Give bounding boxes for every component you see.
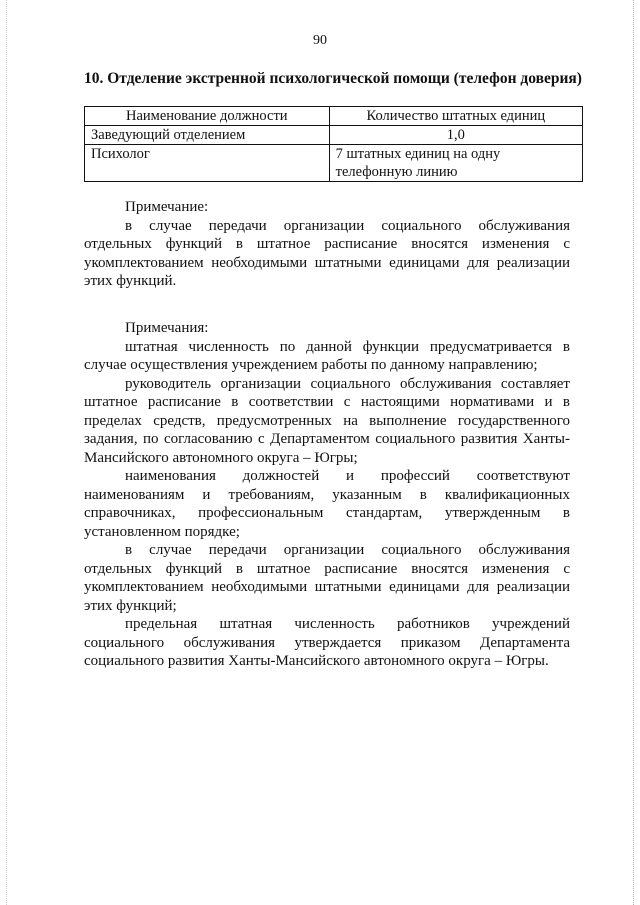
note-paragraph: наименования должностей и профессий соответствуют наименованиям и требованиям, указанным в квалификационных справочниках, профессиональным стандартам, утвержденным в установленном порядке; xyxy=(84,468,570,540)
note-paragraph: в случае передачи организации социального обслуживания отдельных функций в штатное расписание вносятся изменения с укомплектованием необходимыми штатными единицами для реализации этих функций. xyxy=(84,217,570,289)
table-cell-units: 1,0 xyxy=(329,126,582,145)
note-paragraph: штатная численность по данной функции предусматривается в случае осуществления учреждением работы по данному направлению; xyxy=(84,338,570,373)
note-heading: Примечание: xyxy=(125,199,209,215)
note-paragraph: руководитель организации социального обслуживания составляет штатное расписание в соответствии с настоящими нормативами и в пределах средств, предусмотренных на выполнение государственного задания, по согласованию с Департаментом социального развития Ханты-Мансийского автономного округа – Югры; xyxy=(84,375,570,466)
page-number: 90 xyxy=(313,33,327,48)
column-header-units: Количество штатных единиц xyxy=(329,107,582,126)
note-block-1 xyxy=(84,198,570,291)
note-paragraph: предельная штатная численность работников учреждений социального обслуживания утверждается приказом Департамента социального развития Ханты-Мансийского автономного округа – Югры. xyxy=(84,616,570,669)
note-block-2 xyxy=(84,319,570,671)
table-row xyxy=(85,145,583,182)
section-title: 10. Отделение экстренной психологической помощи (телефон доверия) xyxy=(84,70,582,87)
scan-edge-right xyxy=(632,0,634,905)
staffing-table xyxy=(84,106,583,182)
note-paragraph: в случае передачи организации социального обслуживания отдельных функций в штатное расписание вносятся изменения с укомплектованием необходимыми штатными единицами для реализации этих функций; xyxy=(84,542,570,614)
note-heading: Примечания: xyxy=(125,320,209,336)
scan-edge-left xyxy=(6,0,8,905)
table-cell-units: 7 штатных единиц на одну телефонную линию xyxy=(329,145,582,182)
table-cell-position: Психолог xyxy=(85,145,330,182)
table-row xyxy=(85,126,583,145)
column-header-position: Наименование должности xyxy=(85,107,330,126)
table-header-row xyxy=(85,107,583,126)
table-cell-position: Заведующий отделением xyxy=(85,126,330,145)
